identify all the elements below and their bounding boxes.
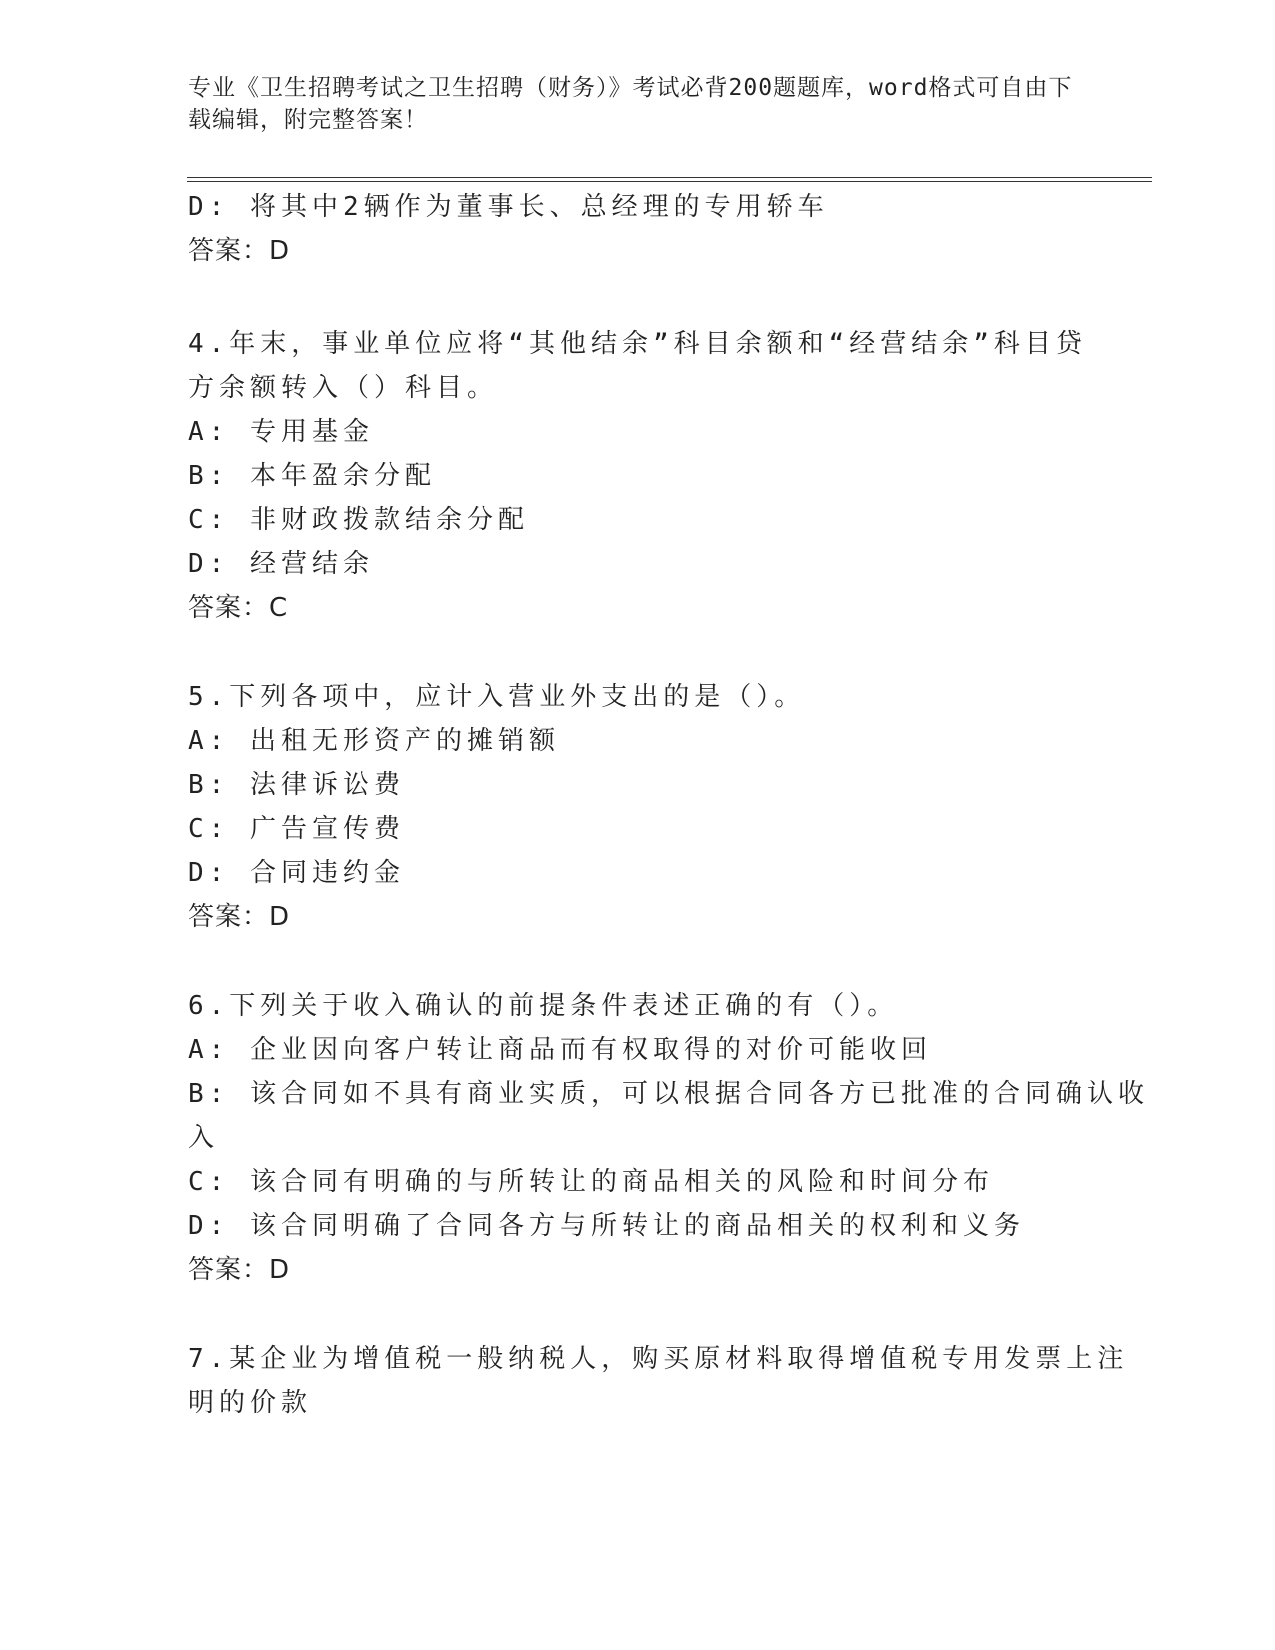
q5-stem: 5.下列各项中，应计入营业外支出的是（）。: [188, 682, 806, 712]
q5-option-a: A: 出租无形资产的摊销额: [188, 726, 560, 756]
header-divider-top: [187, 177, 1152, 178]
q6-option-a: A: 企业因向客户转让商品而有权取得的对价可能收回: [188, 1035, 932, 1065]
q7-stem-line1: 7.某企业为增值税一般纳税人，购买原材料取得增值税专用发票上注: [188, 1344, 1129, 1374]
q4-answer: 答案：C: [188, 593, 289, 623]
q6-option-b-line2: 入: [188, 1123, 220, 1153]
page-header: 专业《卫生招聘考试之卫生招聘（财务）》考试必背200题题库，word格式可自由下载编辑，附完整答案！: [188, 75, 1073, 133]
q5-option-c: C: 广告宣传费: [188, 814, 405, 844]
q4-stem-line1: 4.年末，事业单位应将“其他结余”科目余额和“经营结余”科目贷: [188, 329, 1087, 359]
q5-option-b: B: 法律诉讼费: [188, 770, 405, 800]
q6-option-c: C: 该合同有明确的与所转让的商品相关的风险和时间分布: [188, 1167, 994, 1197]
q6-answer: 答案：D: [188, 1255, 291, 1285]
q3-option-d: D: 将其中2辆作为董事长、总经理的专用轿车: [188, 192, 829, 222]
q4-option-a: A: 专用基金: [188, 417, 374, 447]
q5-answer: 答案：D: [188, 902, 291, 932]
q4-option-d: D: 经营结余: [188, 549, 374, 579]
q4-option-c: C: 非财政拨款结余分配: [188, 505, 529, 535]
q7-stem-line2: 明的价款: [188, 1388, 313, 1418]
header-divider-bottom: [187, 181, 1152, 182]
q3-answer: 答案：D: [188, 236, 291, 266]
q6-option-b-line1: B: 该合同如不具有商业实质，可以根据合同各方已批准的合同确认收: [188, 1079, 1149, 1109]
q4-stem-line2: 方余额转入（）科目。: [188, 373, 499, 403]
q5-option-d: D: 合同违约金: [188, 858, 405, 888]
q4-option-b: B: 本年盈余分配: [188, 461, 436, 491]
q6-option-d: D: 该合同明确了合同各方与所转让的商品相关的权利和义务: [188, 1211, 1025, 1241]
q6-stem: 6.下列关于收入确认的前提条件表述正确的有（）。: [188, 991, 899, 1021]
